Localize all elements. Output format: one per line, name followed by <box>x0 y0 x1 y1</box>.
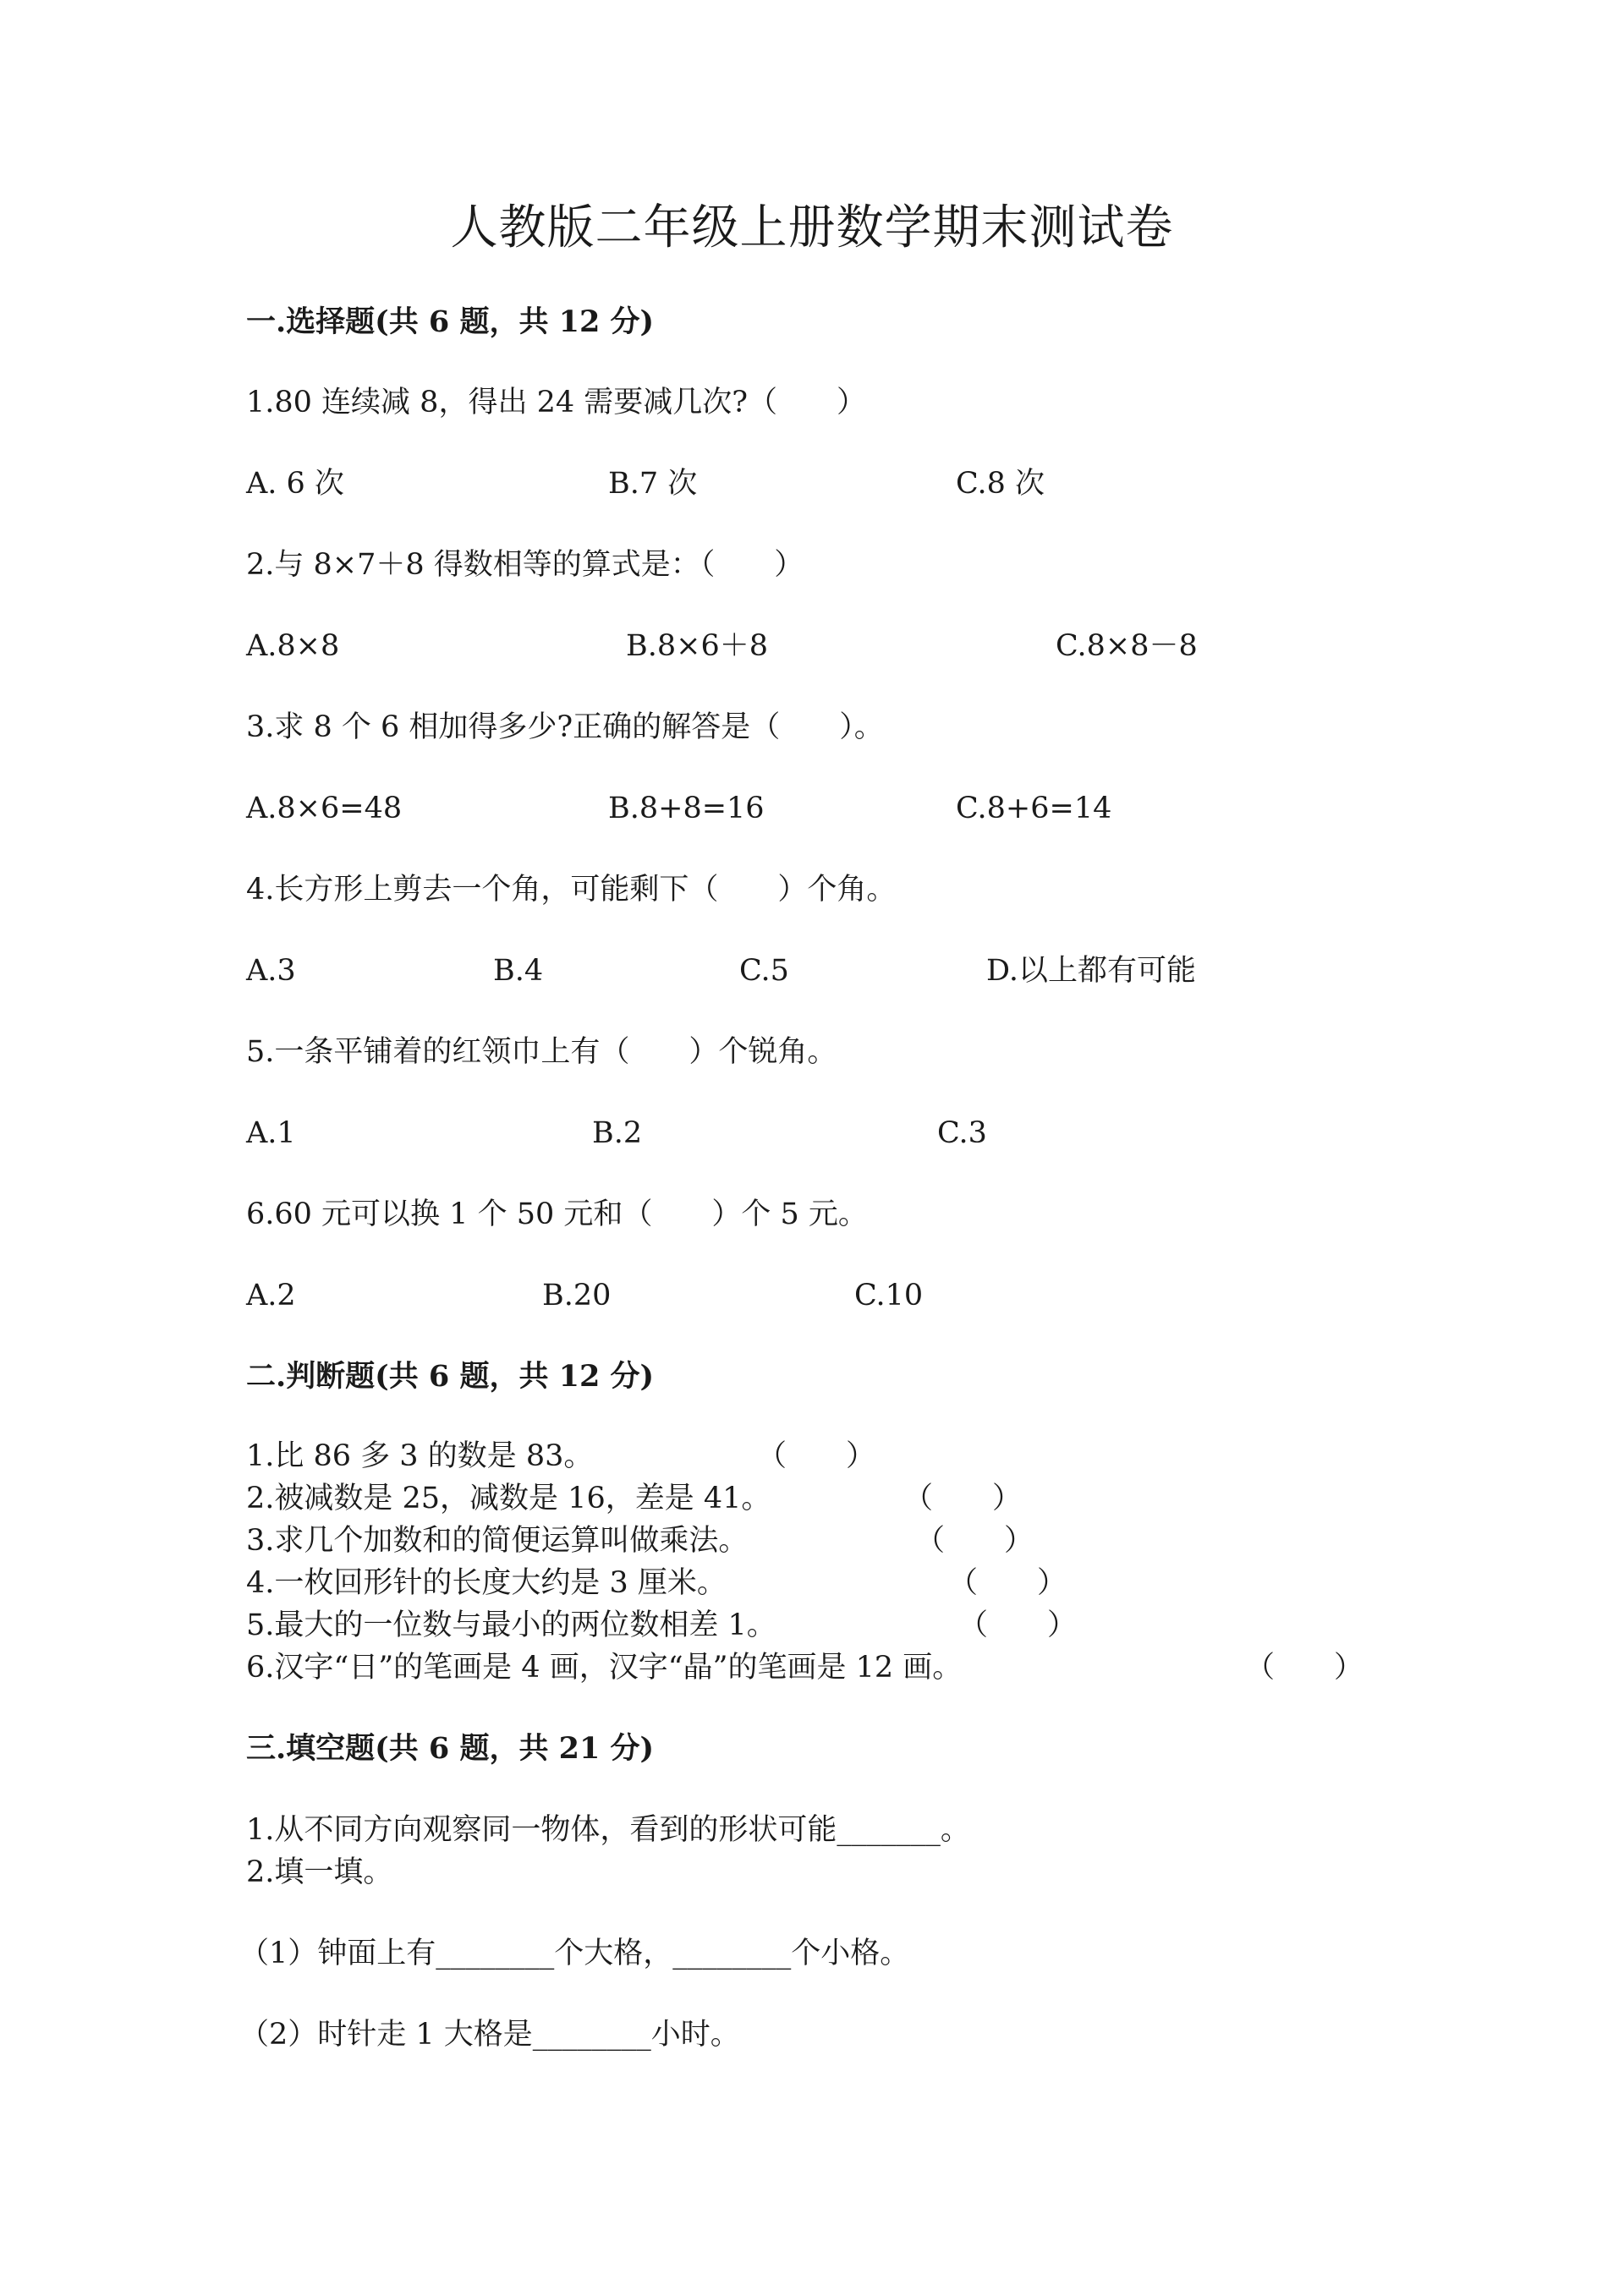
judgement-item-2: 2.被减数是 25，减数是 16，差是 41。 <box>246 1482 771 1515</box>
choice-q5-option-c: C.3 <box>937 1116 987 1150</box>
fill-blank-q2-part-1: （1）钟面上有________个大格，________个小格。 <box>239 1937 910 1970</box>
choice-q2-option-c: C.8×8－8 <box>1056 629 1198 663</box>
fill-blank-q2-part-2: （2）时针走 1 大格是________小时。 <box>239 2018 740 2052</box>
section-heading-fill-blank: 三.填空题(共 6 题，共 21 分) <box>246 1731 655 1766</box>
choice-q1-option-b: B.7 次 <box>608 467 698 501</box>
choice-question-2: 2.与 8×7＋8 得数相等的算式是：（ ） <box>246 548 804 582</box>
choice-q6-option-b: B.20 <box>542 1279 612 1312</box>
page-title: 人教版二年级上册数学期末测试卷 <box>450 200 1174 255</box>
choice-q3-option-c: C.8+6=14 <box>956 792 1112 825</box>
fill-blank-question-2: 2.填一填。 <box>246 1855 393 1889</box>
choice-question-5: 5.一条平铺着的红领巾上有（ ）个锐角。 <box>246 1035 837 1069</box>
choice-q4-option-b: B.4 <box>493 954 544 988</box>
judgement-item-4: 4.一枚回形针的长度大约是 3 厘米。 <box>246 1566 727 1600</box>
choice-q3-option-a: A.8×6=48 <box>246 792 403 825</box>
choice-q2-option-a: A.8×8 <box>246 629 340 663</box>
choice-question-3: 3.求 8 个 6 相加得多少?正确的解答是（ ）。 <box>246 710 884 744</box>
choice-q1-option-c: C.8 次 <box>956 467 1045 501</box>
judgement-answer-4: （ ） <box>948 1566 1067 1600</box>
choice-question-4: 4.长方形上剪去一个角，可能剩下（ ）个角。 <box>246 873 897 907</box>
choice-q4-option-c: C.5 <box>739 954 789 988</box>
choice-q4-option-a: A.3 <box>246 954 296 988</box>
choice-q1-option-a: A. 6 次 <box>246 467 344 501</box>
choice-question-6: 6.60 元可以换 1 个 50 元和（ ）个 5 元。 <box>246 1197 868 1231</box>
choice-q3-option-b: B.8+8=16 <box>608 792 765 825</box>
judgement-answer-1: （ ） <box>757 1439 876 1473</box>
judgement-item-1: 1.比 86 多 3 的数是 83。 <box>246 1439 594 1473</box>
choice-q6-option-c: C.10 <box>854 1279 924 1312</box>
choice-q6-option-a: A.2 <box>246 1279 296 1312</box>
judgement-item-5: 5.最大的一位数与最小的两位数相差 1。 <box>246 1608 776 1642</box>
choice-q2-option-b: B.8×6＋8 <box>626 629 768 663</box>
judgement-answer-6: （ ） <box>1245 1651 1364 1685</box>
choice-question-1: 1.80 连续减 8，得出 24 需要减几次?（ ） <box>246 386 867 419</box>
section-heading-choice: 一.选择题(共 6 题，共 12 分) <box>246 304 655 339</box>
judgement-answer-2: （ ） <box>903 1482 1023 1515</box>
judgement-answer-5: （ ） <box>958 1608 1078 1642</box>
choice-q5-option-a: A.1 <box>246 1116 296 1150</box>
section-heading-judgement: 二.判断题(共 6 题，共 12 分) <box>246 1359 655 1394</box>
judgement-answer-3: （ ） <box>915 1524 1034 1558</box>
choice-q4-option-d: D.以上都有可能 <box>986 954 1196 988</box>
choice-q5-option-b: B.2 <box>592 1116 643 1150</box>
judgement-item-3: 3.求几个加数和的简便运算叫做乘法。 <box>246 1524 749 1558</box>
judgement-item-6: 6.汉字“日”的笔画是 4 画，汉字“晶”的笔画是 12 画。 <box>246 1651 963 1685</box>
fill-blank-question-1: 1.从不同方向观察同一物体，看到的形状可能_______。 <box>246 1813 970 1847</box>
